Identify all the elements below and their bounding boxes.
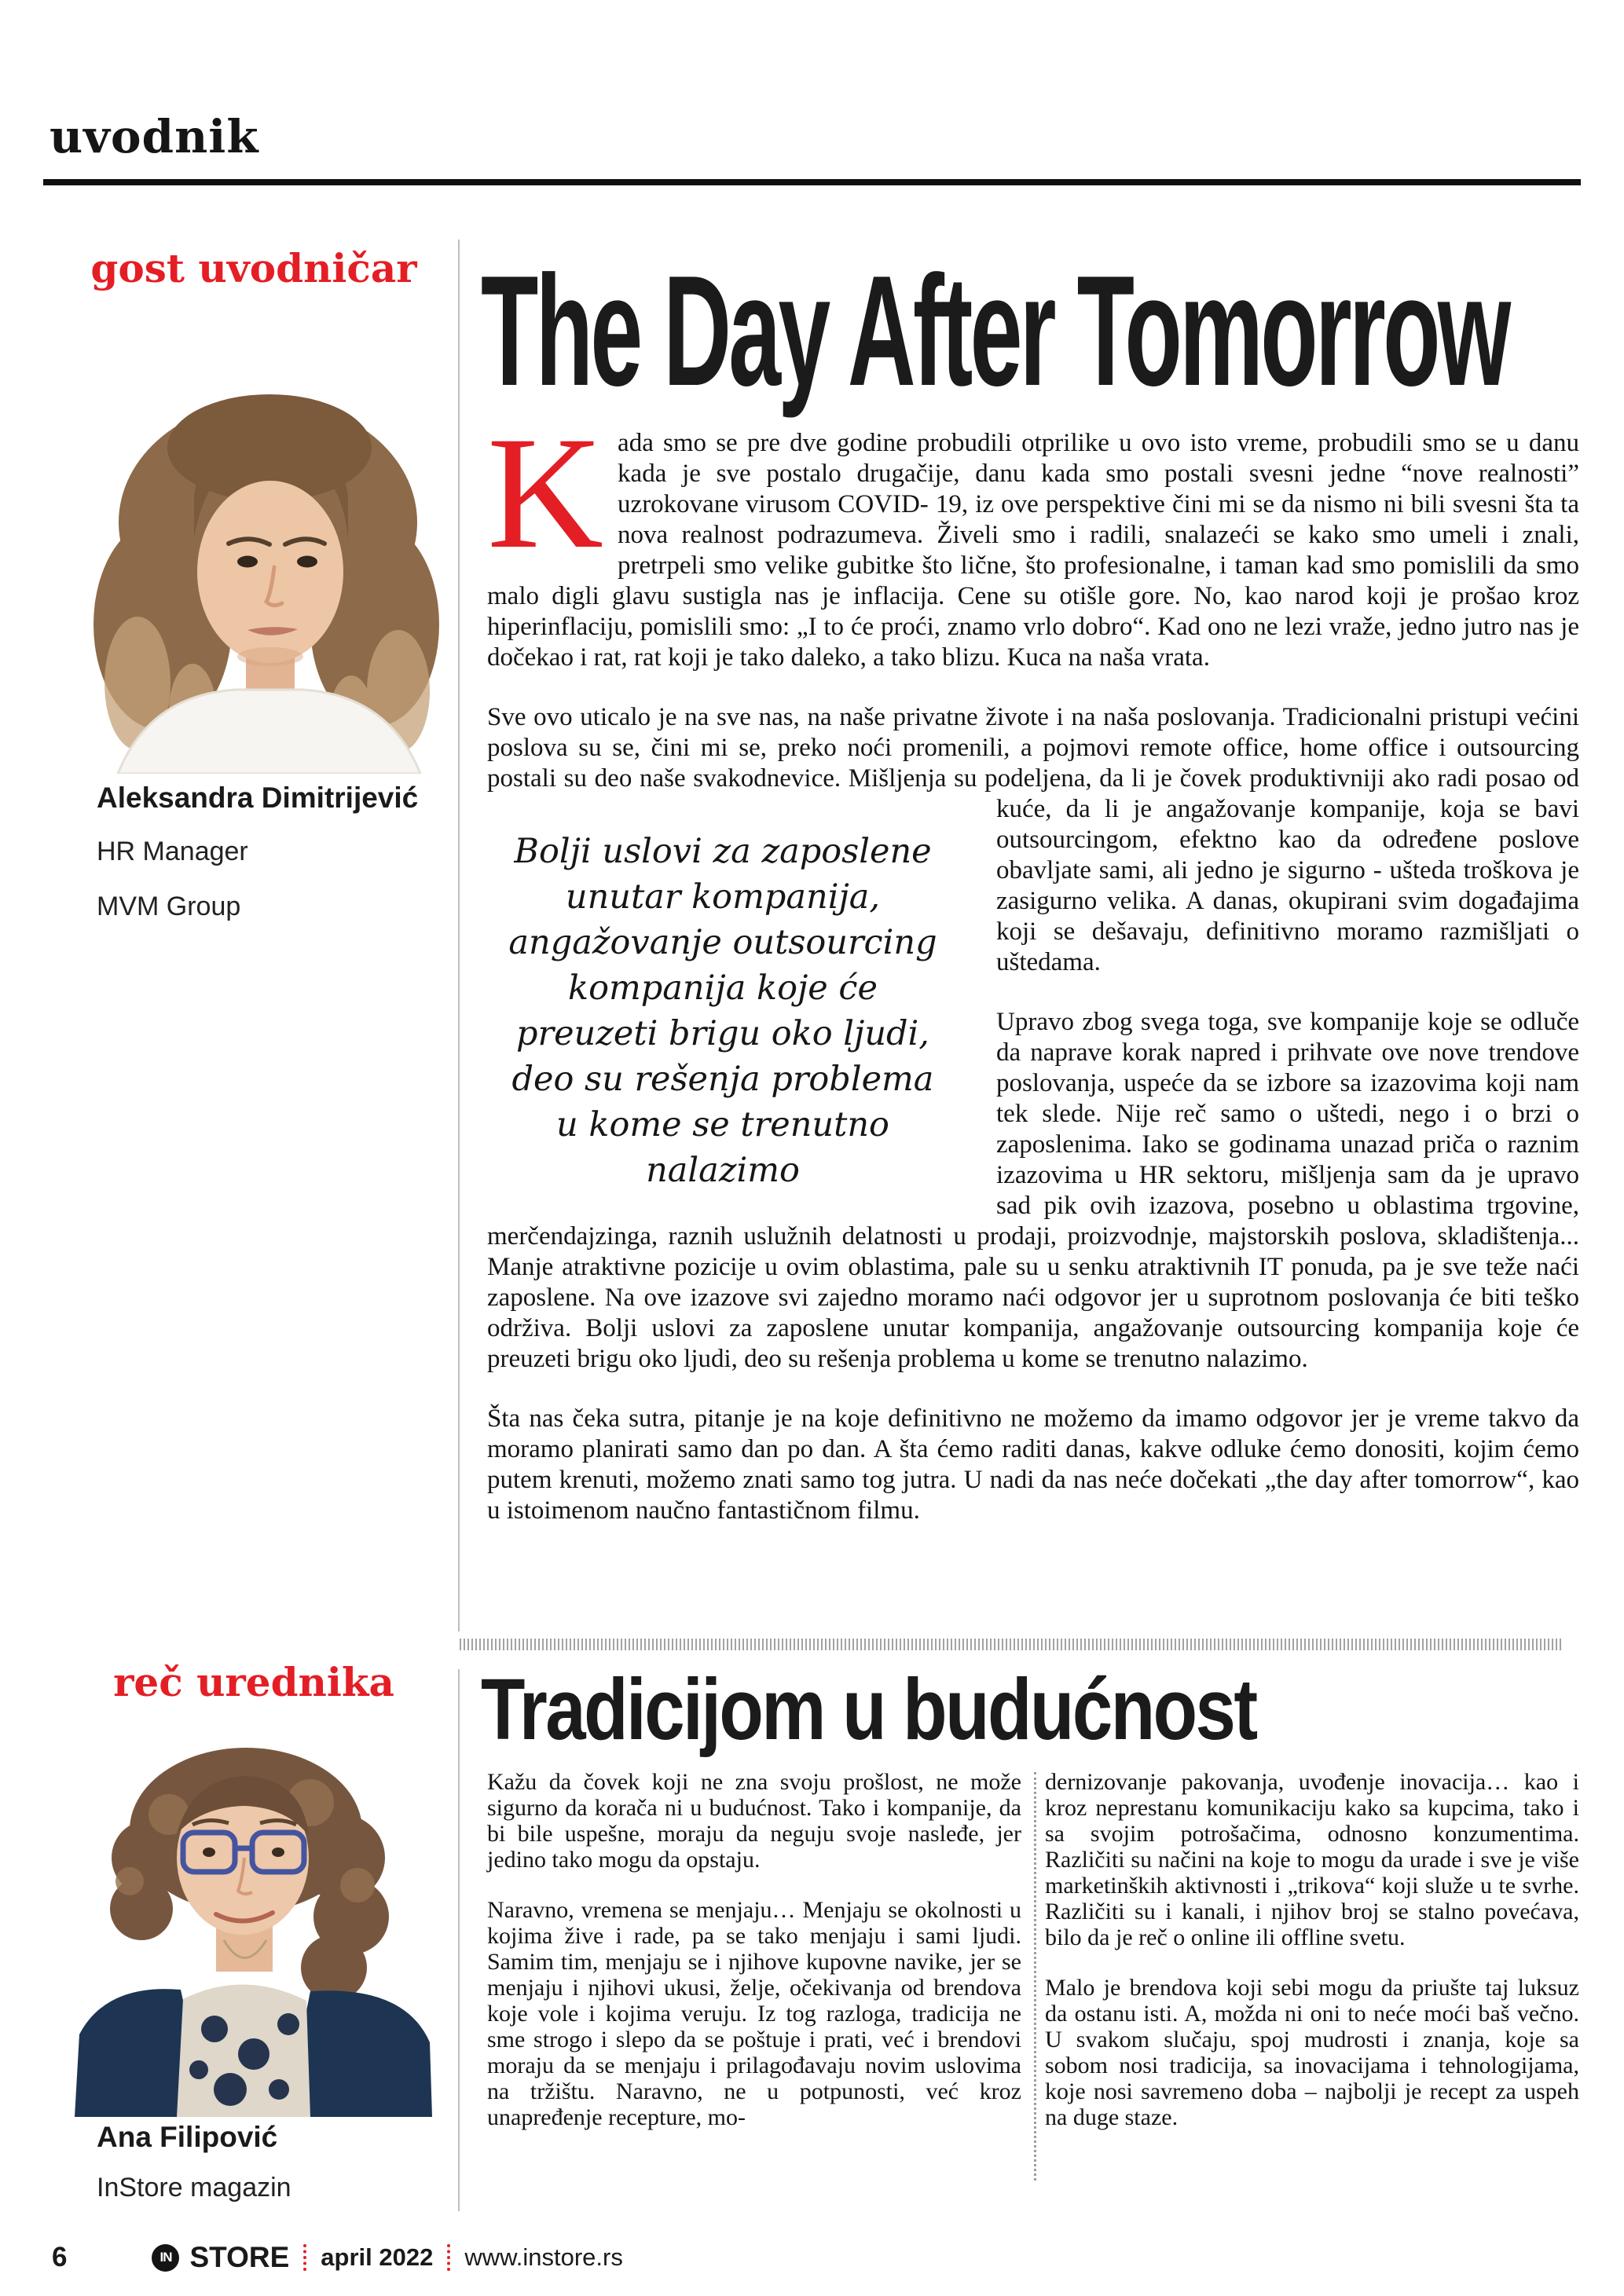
paragraph: Šta nas čeka sutra, pitanje je na koje definitivno ne možemo da imamo odgovor jer je vreme takvo da moramo planirati samo dan po dan. A šta ćemo raditi danas, kakve odluke ćemo donositi, kojim ćemo putem krenuti, možemo znati samo tog jutra. U nadi da nas neće dočekati „the day after tomorrow“, kao u istoimenom naučno fantastičnom filmu. bbox=[487, 1404, 1579, 1525]
page-kicker: uvodnik bbox=[49, 110, 259, 163]
footer-website: www.instore.rs bbox=[464, 2243, 623, 2271]
paragraph: Naravno, vremena se menjaju… Menjaju se okolnosti u kojima žive i rade, pa se tako menjaju i sami ljudi. Samim tim, menjaju se i njihove kupovne navike, jer se menjaju i njihovi ukusi, želje, očekivanja od brendova koje vole i kojima veruju. Iz tog razloga, tradicija ne sme strogo i slepo da se poštuje i prati, već i brendovi moraju da se menjaju i prilagođavaju novim uslovima na tržištu. Naravno, ne u potpunosti, već kroz unapređenje recepture, mo- bbox=[487, 1897, 1021, 2130]
section-hatched-divider bbox=[460, 1639, 1563, 1650]
guest-article-headline: The Day After Tomorrow bbox=[481, 244, 1509, 419]
editor-article-right-column bbox=[1045, 1769, 1579, 2130]
paragraph: Malo je brendova koji sebi mogu da priušte taj luksuz da ostanu isti. A, možda ni oni to neće moći baš večno. U svakom slučaju, spoj mudrosti i znanja, koje sa sobom nosi tradicija, sa inovacijama i tehnologijama, koje nosi savremeno doba – najbolji je recept za uspeh na duge staze. bbox=[1045, 1975, 1579, 2130]
dotted-separator-icon bbox=[303, 2244, 306, 2271]
footer-logo-text: STORE bbox=[189, 2241, 290, 2273]
editor-author-company: InStore magazin bbox=[97, 2173, 291, 2203]
paragraph-text: ada smo se pre dve godine probudili otprilike u ovo isto vreme, probudili smo se u danu kada je sve postalo drugačije, danu kada smo postali svesni jedne “nove realnosti” uzrokovane virusom COVID- 19, iz ove perspektive čini mi se da nismo ni bili svesni šta ta nova realnost podrazumeva. Živeli smo i radili, snalazeći se kako smo umeli i znali, pretrpeli smo velike gubitke što lične, što profesionalne, i taman kad smo pomislili da smo malo digli glavu sustigla nas je inflacija. Cene su otišle gore. No, kao narod koji je prošao kroz hiperinflaciju, pomislili smo: „I to će proći, znamo vrlo dobro“. Kad ono ne lezi vraže, jedno jutro nas je dočekao i rat, rat koji je tako daleko, a tako blizu. Kuca na naša vrata. bbox=[487, 429, 1579, 672]
dotted-column-divider bbox=[1034, 1772, 1036, 2181]
guest-section-label: gost uvodničar bbox=[90, 245, 417, 291]
paragraph-text: koja se bavi outsourcingom, efektno kao da određene poslove obavljate sami, ali jedno je sigurno - ušteda troškova je zasigurno velika. A danas, okupirani svim događajima koji se dešavaju, definitivno moramo razmišljati o uštedama. bbox=[996, 795, 1579, 976]
guest-author-photo bbox=[75, 353, 461, 774]
instore-logo-icon: IN bbox=[152, 2244, 179, 2272]
drop-cap: K bbox=[487, 404, 604, 582]
guest-author-role: HR Manager bbox=[97, 837, 248, 866]
pull-quote: Bolji uslovi za zaposlene unutar kompanija, angažovanje outsourcing kompanija koje će preuzeti brigu oko ljudi, deo su rešenja problema u kome se trenutno nalazimo bbox=[508, 832, 937, 1190]
editor-section-label: reč urednika bbox=[113, 1659, 394, 1705]
portrait-illustration bbox=[75, 353, 461, 774]
guest-author-company: MVM Group bbox=[97, 892, 241, 921]
header-rule bbox=[43, 179, 1581, 185]
paragraph bbox=[487, 404, 1579, 673]
paragraph-text: Sve ovo uticalo je na sve nas, na naše privatne živote i na naša poslovanja. Tradicionalni pristupi većini poslova su se, čini mi se, preko noći promenili, a pojmovi remote office, home office i outsourcing postali su deo naše svakodnevice. Mišljenja su podeljena, da li je čovek produktivniji ako radi posao od kuće, da li je angažovanje kompanije, bbox=[487, 703, 1579, 823]
editor-author-name: Ana Filipović bbox=[97, 2121, 278, 2153]
paragraph bbox=[487, 702, 1579, 1190]
guest-article-body bbox=[487, 404, 1579, 1526]
column-divider-line bbox=[458, 240, 460, 1631]
editor-article-left-column bbox=[487, 1769, 1021, 2130]
guest-author-name: Aleksandra Dimitrijević bbox=[97, 782, 419, 814]
page-footer bbox=[52, 2240, 623, 2275]
portrait-illustration bbox=[75, 1740, 432, 2117]
column-divider-line bbox=[458, 1669, 460, 2211]
editor-author-photo bbox=[75, 1740, 432, 2117]
paragraph: dernizovanje pakovanja, uvođenje inovacija… kao i kroz neprestanu komunikaciju kako sa kupcima, tako i sa svojim potrošačima, odnosno konzumentima. Različiti su načini na koje to mogu da urade i sve je više marketinških aktivnosti i „trikova“ koji služe u te svrhe. Različiti su i kanali, i njihov broj se stalno povećava, bilo da je reč o online ili offline svetu. bbox=[1045, 1769, 1579, 1950]
paragraph: Upravo zbog svega toga, sve kompanije koje se odluče da naprave korak napred i prihvate ove nove trendove poslovanja, uspeće da se izbore sa izazovima koji nam tek slede. Nije reč samo o uštedi, nego i o brzi o zaposlenima. Iako se godinama unazad priča o raznim izazovima u HR sektoru, mišljenja sam da je upravo sad pik ovih izazova, posebno u oblastima trgovine, merčendajzinga, raznih uslužnih delatnosti u prodaji, proizvodnje, majstorskih poslova, skladištenja... Manje atraktivne pozicije u ovim oblastima, pale su u senku atraktivnih IT ponuda, pa je sve teže naći zaposlene. Na ove izazove svi zajedno moramo naći odgovor jer u suprotnom poslovanja će biti teško održiva. Bolji uslovi za zaposlene unutar kompanija, angažovanje outsourcing kompanija koje će preuzeti brigu oko ljudi, deo su rešenja problema u kome se trenutno nalazimo. bbox=[487, 1008, 1579, 1373]
dotted-separator-icon bbox=[447, 2244, 450, 2271]
editor-article-headline: Tradicijom u budućnost bbox=[481, 1661, 1256, 1758]
footer-issue-date: april 2022 bbox=[321, 2243, 434, 2271]
footer-logo-group bbox=[152, 2241, 622, 2274]
page-number: 6 bbox=[52, 2242, 68, 2272]
paragraph: Kažu da čovek koji ne zna svoju prošlost, ne može sigurno da korača ni u budućnost. Tako i kompanije, da bi bile uspešne, moraju da neguju svoje nasleđe, jer jedino tako mogu da opstaju. bbox=[487, 1769, 1021, 1873]
